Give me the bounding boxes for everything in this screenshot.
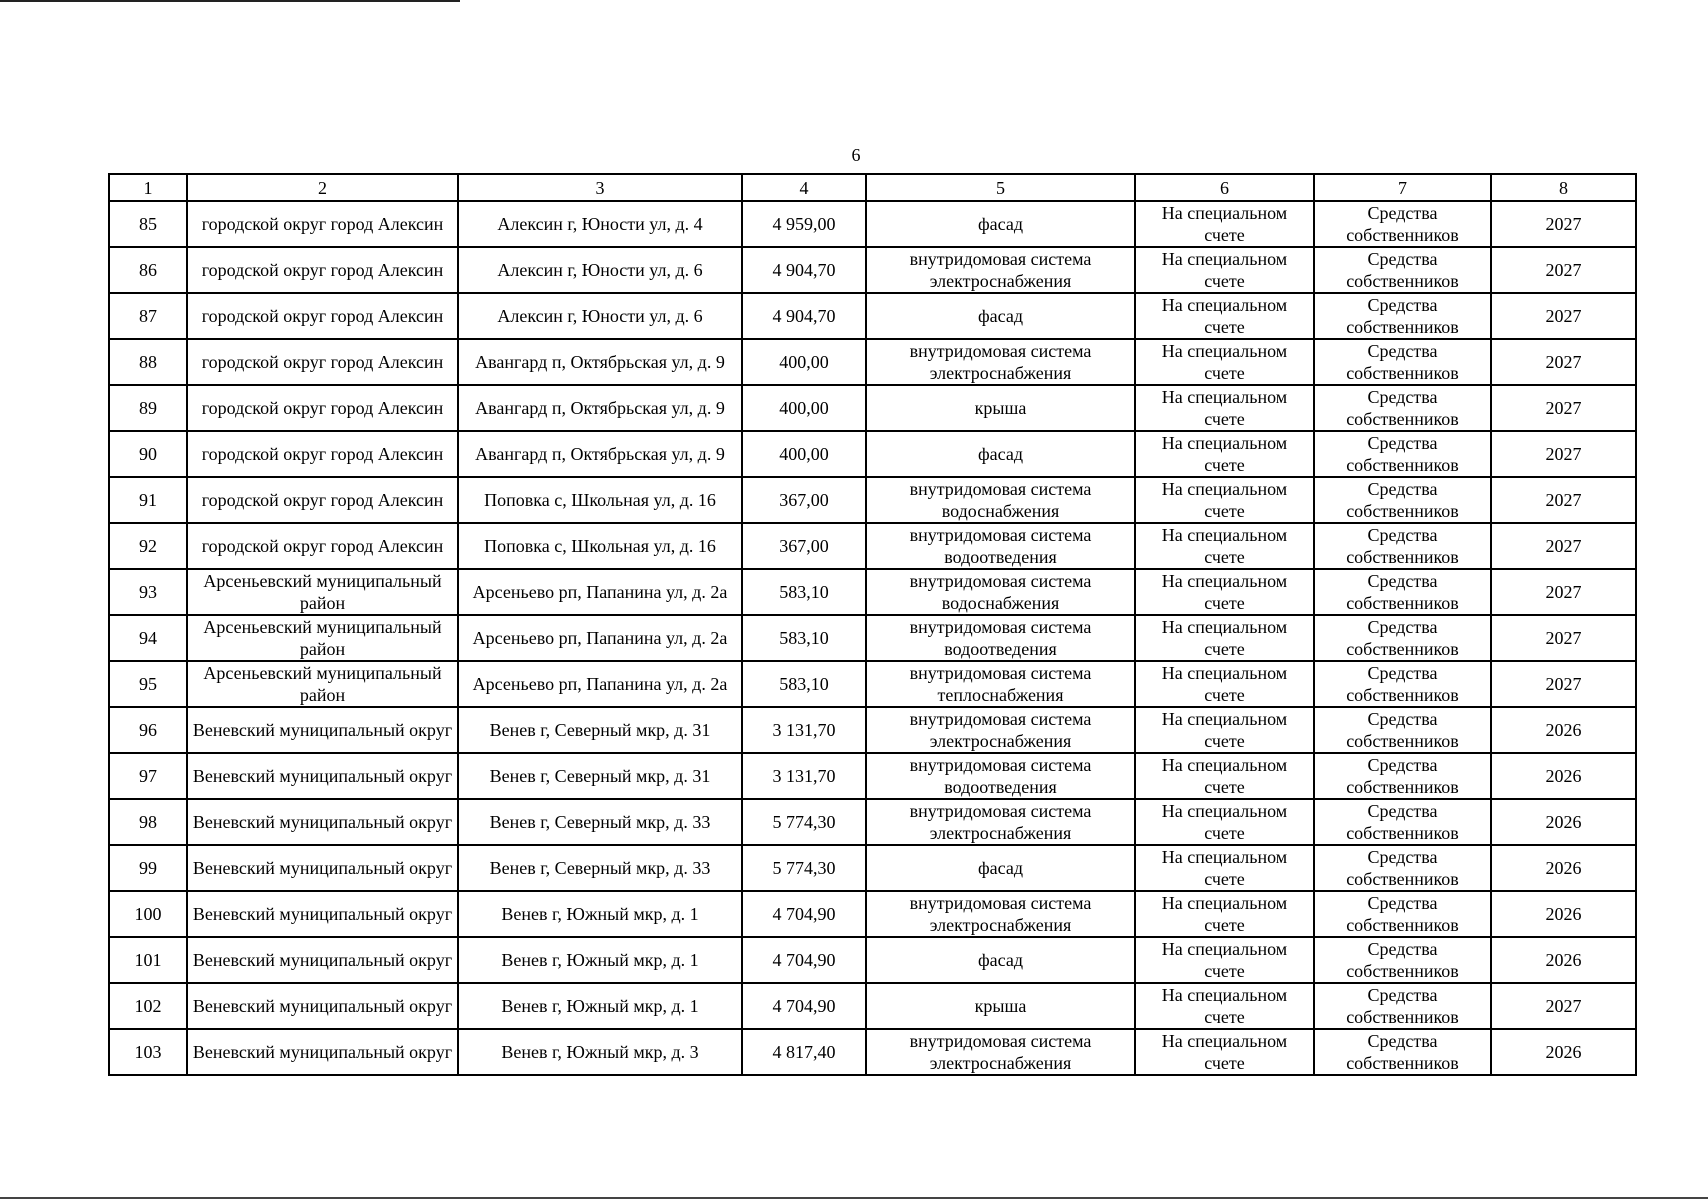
year-cell: 2027	[1491, 477, 1636, 523]
address-cell: Алексин г, Юности ул, д. 4	[458, 201, 742, 247]
scan-edge-bottom	[0, 1197, 1708, 1199]
table-row	[109, 569, 1636, 615]
address-cell: Поповка с, Школьная ул, д. 16	[458, 523, 742, 569]
table-row	[109, 615, 1636, 661]
fund-account-cell: На специальном счете	[1135, 431, 1314, 477]
year-cell: 2027	[1491, 385, 1636, 431]
area-cell: 400,00	[742, 431, 866, 477]
funding-source-cell: Средства собственников	[1314, 247, 1491, 293]
funding-source-cell: Средства собственников	[1314, 339, 1491, 385]
year-cell: 2026	[1491, 937, 1636, 983]
year-cell: 2026	[1491, 753, 1636, 799]
municipality-cell: Веневский муниципальный округ	[187, 753, 458, 799]
year-cell: 2026	[1491, 707, 1636, 753]
area-cell: 367,00	[742, 477, 866, 523]
table-row	[109, 477, 1636, 523]
funding-source-cell: Средства собственников	[1314, 523, 1491, 569]
row-number-cell: 85	[109, 201, 187, 247]
year-cell: 2027	[1491, 247, 1636, 293]
municipality-cell: Веневский муниципальный округ	[187, 799, 458, 845]
municipality-cell: Веневский муниципальный округ	[187, 983, 458, 1029]
address-cell: Поповка с, Школьная ул, д. 16	[458, 477, 742, 523]
table-row	[109, 799, 1636, 845]
address-cell: Венев г, Северный мкр, д. 31	[458, 707, 742, 753]
table-row	[109, 385, 1636, 431]
funding-source-cell: Средства собственников	[1314, 661, 1491, 707]
table-row	[109, 293, 1636, 339]
municipality-cell: Арсеньевский муниципальный район	[187, 615, 458, 661]
fund-account-cell: На специальном счете	[1135, 845, 1314, 891]
area-cell: 400,00	[742, 385, 866, 431]
table-row	[109, 523, 1636, 569]
municipality-cell: городской округ город Алексин	[187, 385, 458, 431]
row-number-cell: 102	[109, 983, 187, 1029]
table-row	[109, 201, 1636, 247]
area-cell: 3 131,70	[742, 707, 866, 753]
municipality-cell: городской округ город Алексин	[187, 293, 458, 339]
municipality-cell: Веневский муниципальный округ	[187, 891, 458, 937]
row-number-cell: 94	[109, 615, 187, 661]
column-number-4: 4	[742, 174, 866, 201]
repair-element-cell: фасад	[866, 293, 1135, 339]
column-number-5: 5	[866, 174, 1135, 201]
funding-source-cell: Средства собственников	[1314, 293, 1491, 339]
fund-account-cell: На специальном счете	[1135, 983, 1314, 1029]
column-number-1: 1	[109, 174, 187, 201]
fund-account-cell: На специальном счете	[1135, 937, 1314, 983]
address-cell: Алексин г, Юности ул, д. 6	[458, 293, 742, 339]
table-row	[109, 247, 1636, 293]
funding-source-cell: Средства собственников	[1314, 385, 1491, 431]
row-number-cell: 87	[109, 293, 187, 339]
year-cell: 2027	[1491, 293, 1636, 339]
municipality-cell: Веневский муниципальный округ	[187, 937, 458, 983]
repair-element-cell: крыша	[866, 385, 1135, 431]
address-cell: Авангард п, Октябрьская ул, д. 9	[458, 385, 742, 431]
municipality-cell: городской округ город Алексин	[187, 477, 458, 523]
municipality-cell: городской округ город Алексин	[187, 339, 458, 385]
area-cell: 583,10	[742, 569, 866, 615]
area-cell: 4 704,90	[742, 891, 866, 937]
column-number-2: 2	[187, 174, 458, 201]
row-number-cell: 92	[109, 523, 187, 569]
fund-account-cell: На специальном счете	[1135, 293, 1314, 339]
repair-element-cell: внутридомовая система электроснабжения	[866, 799, 1135, 845]
column-number-8: 8	[1491, 174, 1636, 201]
repair-element-cell: внутридомовая система электроснабжения	[866, 339, 1135, 385]
repair-element-cell: крыша	[866, 983, 1135, 1029]
row-number-cell: 100	[109, 891, 187, 937]
table-row	[109, 983, 1636, 1029]
row-number-cell: 98	[109, 799, 187, 845]
address-cell: Авангард п, Октябрьская ул, д. 9	[458, 339, 742, 385]
address-cell: Венев г, Южный мкр, д. 3	[458, 1029, 742, 1075]
funding-source-cell: Средства собственников	[1314, 569, 1491, 615]
year-cell: 2027	[1491, 339, 1636, 385]
area-cell: 400,00	[742, 339, 866, 385]
area-cell: 5 774,30	[742, 799, 866, 845]
funding-source-cell: Средства собственников	[1314, 983, 1491, 1029]
municipality-cell: Арсеньевский муниципальный район	[187, 661, 458, 707]
fund-account-cell: На специальном счете	[1135, 569, 1314, 615]
repair-element-cell: фасад	[866, 845, 1135, 891]
column-number-6: 6	[1135, 174, 1314, 201]
table-row	[109, 845, 1636, 891]
row-number-cell: 96	[109, 707, 187, 753]
table-row	[109, 707, 1636, 753]
table-row	[109, 937, 1636, 983]
address-cell: Арсеньево рп, Папанина ул, д. 2а	[458, 661, 742, 707]
address-cell: Арсеньево рп, Папанина ул, д. 2а	[458, 615, 742, 661]
row-number-cell: 101	[109, 937, 187, 983]
row-number-cell: 97	[109, 753, 187, 799]
year-cell: 2027	[1491, 661, 1636, 707]
repair-element-cell: внутридомовая система теплоснабжения	[866, 661, 1135, 707]
area-cell: 4 817,40	[742, 1029, 866, 1075]
year-cell: 2027	[1491, 431, 1636, 477]
fund-account-cell: На специальном счете	[1135, 707, 1314, 753]
row-number-cell: 91	[109, 477, 187, 523]
repair-element-cell: внутридомовая система водоотведения	[866, 753, 1135, 799]
fund-account-cell: На специальном счете	[1135, 1029, 1314, 1075]
fund-account-cell: На специальном счете	[1135, 661, 1314, 707]
fund-account-cell: На специальном счете	[1135, 799, 1314, 845]
year-cell: 2027	[1491, 523, 1636, 569]
repair-element-cell: внутридомовая система водоснабжения	[866, 569, 1135, 615]
area-cell: 367,00	[742, 523, 866, 569]
year-cell: 2027	[1491, 983, 1636, 1029]
address-cell: Венев г, Южный мкр, д. 1	[458, 937, 742, 983]
address-cell: Арсеньево рп, Папанина ул, д. 2а	[458, 569, 742, 615]
address-cell: Венев г, Северный мкр, д. 33	[458, 845, 742, 891]
municipality-cell: Арсеньевский муниципальный район	[187, 569, 458, 615]
overhaul-schedule-table	[108, 173, 1637, 1076]
municipality-cell: городской округ город Алексин	[187, 247, 458, 293]
row-number-cell: 90	[109, 431, 187, 477]
column-number-3: 3	[458, 174, 742, 201]
address-cell: Венев г, Южный мкр, д. 1	[458, 983, 742, 1029]
year-cell: 2026	[1491, 1029, 1636, 1075]
funding-source-cell: Средства собственников	[1314, 937, 1491, 983]
table-row	[109, 339, 1636, 385]
table-body	[109, 174, 1636, 1075]
repair-element-cell: внутридомовая система электроснабжения	[866, 707, 1135, 753]
area-cell: 4 904,70	[742, 293, 866, 339]
year-cell: 2027	[1491, 201, 1636, 247]
funding-source-cell: Средства собственников	[1314, 799, 1491, 845]
funding-source-cell: Средства собственников	[1314, 615, 1491, 661]
row-number-cell: 95	[109, 661, 187, 707]
repair-element-cell: внутридомовая система водоотведения	[866, 615, 1135, 661]
table-row	[109, 661, 1636, 707]
address-cell: Алексин г, Юности ул, д. 6	[458, 247, 742, 293]
year-cell: 2027	[1491, 569, 1636, 615]
year-cell: 2026	[1491, 845, 1636, 891]
municipality-cell: городской округ город Алексин	[187, 201, 458, 247]
repair-element-cell: внутридомовая система водоснабжения	[866, 477, 1135, 523]
area-cell: 583,10	[742, 615, 866, 661]
table-row	[109, 753, 1636, 799]
address-cell: Венев г, Северный мкр, д. 33	[458, 799, 742, 845]
page-number: 6	[851, 145, 861, 165]
area-cell: 5 774,30	[742, 845, 866, 891]
repair-element-cell: внутридомовая система электроснабжения	[866, 1029, 1135, 1075]
row-number-cell: 89	[109, 385, 187, 431]
column-number-row	[109, 174, 1636, 201]
fund-account-cell: На специальном счете	[1135, 477, 1314, 523]
repair-element-cell: фасад	[866, 201, 1135, 247]
fund-account-cell: На специальном счете	[1135, 247, 1314, 293]
repair-element-cell: внутридомовая система электроснабжения	[866, 247, 1135, 293]
fund-account-cell: На специальном счете	[1135, 339, 1314, 385]
fund-account-cell: На специальном счете	[1135, 385, 1314, 431]
address-cell: Венев г, Южный мкр, д. 1	[458, 891, 742, 937]
row-number-cell: 103	[109, 1029, 187, 1075]
repair-element-cell: внутридомовая система водоотведения	[866, 523, 1135, 569]
municipality-cell: городской округ город Алексин	[187, 523, 458, 569]
funding-source-cell: Средства собственников	[1314, 1029, 1491, 1075]
area-cell: 4 904,70	[742, 247, 866, 293]
scan-edge-top	[0, 0, 460, 2]
column-number-7: 7	[1314, 174, 1491, 201]
repair-element-cell: фасад	[866, 431, 1135, 477]
repair-element-cell: внутридомовая система электроснабжения	[866, 891, 1135, 937]
funding-source-cell: Средства собственников	[1314, 201, 1491, 247]
fund-account-cell: На специальном счете	[1135, 615, 1314, 661]
funding-source-cell: Средства собственников	[1314, 891, 1491, 937]
year-cell: 2027	[1491, 615, 1636, 661]
table-row	[109, 431, 1636, 477]
fund-account-cell: На специальном счете	[1135, 201, 1314, 247]
fund-account-cell: На специальном счете	[1135, 523, 1314, 569]
municipality-cell: городской округ город Алексин	[187, 431, 458, 477]
table-row	[109, 1029, 1636, 1075]
row-number-cell: 93	[109, 569, 187, 615]
year-cell: 2026	[1491, 891, 1636, 937]
repair-element-cell: фасад	[866, 937, 1135, 983]
fund-account-cell: На специальном счете	[1135, 753, 1314, 799]
municipality-cell: Веневский муниципальный округ	[187, 707, 458, 753]
address-cell: Авангард п, Октябрьская ул, д. 9	[458, 431, 742, 477]
row-number-cell: 99	[109, 845, 187, 891]
funding-source-cell: Средства собственников	[1314, 845, 1491, 891]
row-number-cell: 86	[109, 247, 187, 293]
funding-source-cell: Средства собственников	[1314, 753, 1491, 799]
area-cell: 583,10	[742, 661, 866, 707]
funding-source-cell: Средства собственников	[1314, 707, 1491, 753]
area-cell: 3 131,70	[742, 753, 866, 799]
table-row	[109, 891, 1636, 937]
area-cell: 4 704,90	[742, 937, 866, 983]
year-cell: 2026	[1491, 799, 1636, 845]
address-cell: Венев г, Северный мкр, д. 31	[458, 753, 742, 799]
funding-source-cell: Средства собственников	[1314, 431, 1491, 477]
funding-source-cell: Средства собственников	[1314, 477, 1491, 523]
area-cell: 4 959,00	[742, 201, 866, 247]
row-number-cell: 88	[109, 339, 187, 385]
fund-account-cell: На специальном счете	[1135, 891, 1314, 937]
municipality-cell: Веневский муниципальный округ	[187, 1029, 458, 1075]
municipality-cell: Веневский муниципальный округ	[187, 845, 458, 891]
area-cell: 4 704,90	[742, 983, 866, 1029]
